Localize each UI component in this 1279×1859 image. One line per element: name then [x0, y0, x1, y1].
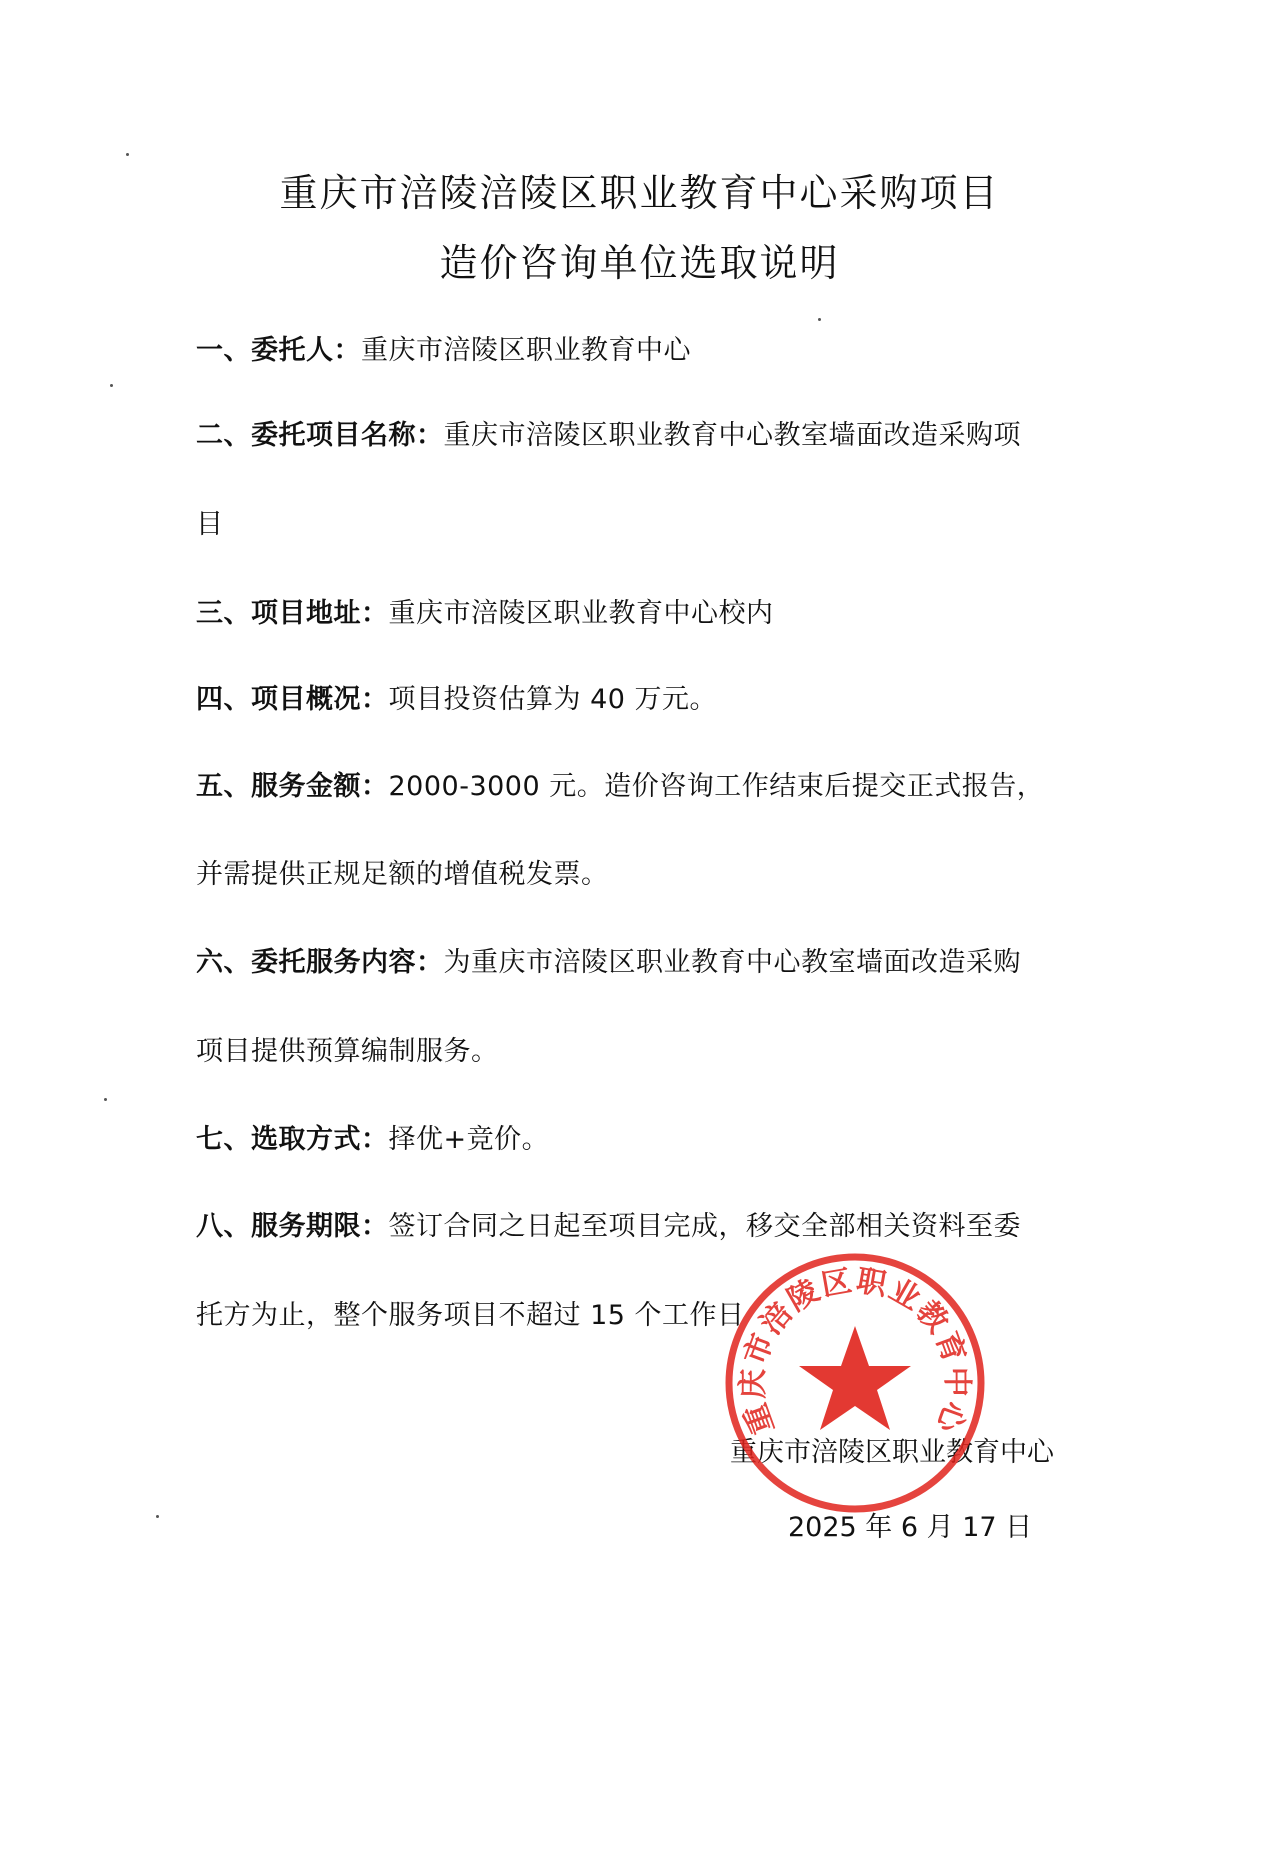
item-3-label: 三、项目地址： — [196, 598, 389, 629]
seal-star-icon — [799, 1326, 911, 1430]
item-1-label: 一、委托人： — [196, 335, 361, 366]
scan-speck — [110, 384, 113, 387]
item-5 — [196, 767, 1044, 807]
item-8-text: 签订合同之日起至项目完成，移交全部相关资料至委 — [388, 1211, 1021, 1242]
document-title-line2: 造价咨询单位选取说明 — [439, 241, 840, 285]
scan-speck — [156, 1515, 159, 1518]
item-6-text: 为重庆市涪陵区职业教育中心教室墙面改造采购 — [443, 947, 1021, 978]
item-4-text: 项目投资估算为 40 万元。 — [388, 684, 718, 715]
item-7 — [196, 1120, 549, 1160]
item-8-continuation: 托方为止，整个服务项目不超过 15 个工作日 — [196, 1300, 745, 1331]
item-5-label: 五、服务金额： — [196, 771, 389, 802]
item-5-text: 2000-3000 元。造价咨询工作结束后提交正式报告， — [388, 771, 1045, 802]
item-6-label: 六、委托服务内容： — [196, 947, 444, 978]
item-3-text: 重庆市涪陵区职业教育中心校内 — [388, 598, 774, 629]
seal-arc-text: 重庆市涪陵区职业教育中心 — [735, 1263, 975, 1439]
item-2-label: 二、委托项目名称： — [196, 420, 444, 451]
item-2-continuation: 目 — [196, 509, 224, 540]
scan-speck — [818, 318, 821, 321]
scan-speck — [126, 153, 129, 156]
item-5-continuation: 并需提供正规足额的增值税发票。 — [196, 859, 609, 890]
item-8 — [196, 1207, 1021, 1247]
scan-speck — [104, 1098, 107, 1101]
official-seal — [720, 1248, 990, 1518]
item-2 — [196, 416, 1021, 456]
signature-organization: 重庆市涪陵区职业教育中心 — [730, 1437, 1054, 1468]
item-8-label: 八、服务期限： — [196, 1211, 389, 1242]
item-4-label: 四、项目概况： — [196, 684, 389, 715]
item-7-label: 七、选取方式： — [196, 1124, 389, 1155]
document-title-line1: 重庆市涪陵涪陵区职业教育中心采购项目 — [279, 171, 1000, 215]
item-6 — [196, 943, 1021, 983]
seal-stamp-icon — [720, 1248, 990, 1518]
item-2-text: 重庆市涪陵区职业教育中心教室墙面改造采购项 — [443, 420, 1021, 451]
item-4 — [196, 680, 717, 720]
item-7-text: 择优+竞价。 — [388, 1124, 550, 1155]
item-1 — [196, 331, 691, 371]
signature-date: 2025 年 6 月 17 日 — [788, 1512, 1033, 1543]
item-6-continuation: 项目提供预算编制服务。 — [196, 1036, 499, 1067]
item-1-text: 重庆市涪陵区职业教育中心 — [361, 335, 691, 366]
item-3 — [196, 594, 774, 634]
